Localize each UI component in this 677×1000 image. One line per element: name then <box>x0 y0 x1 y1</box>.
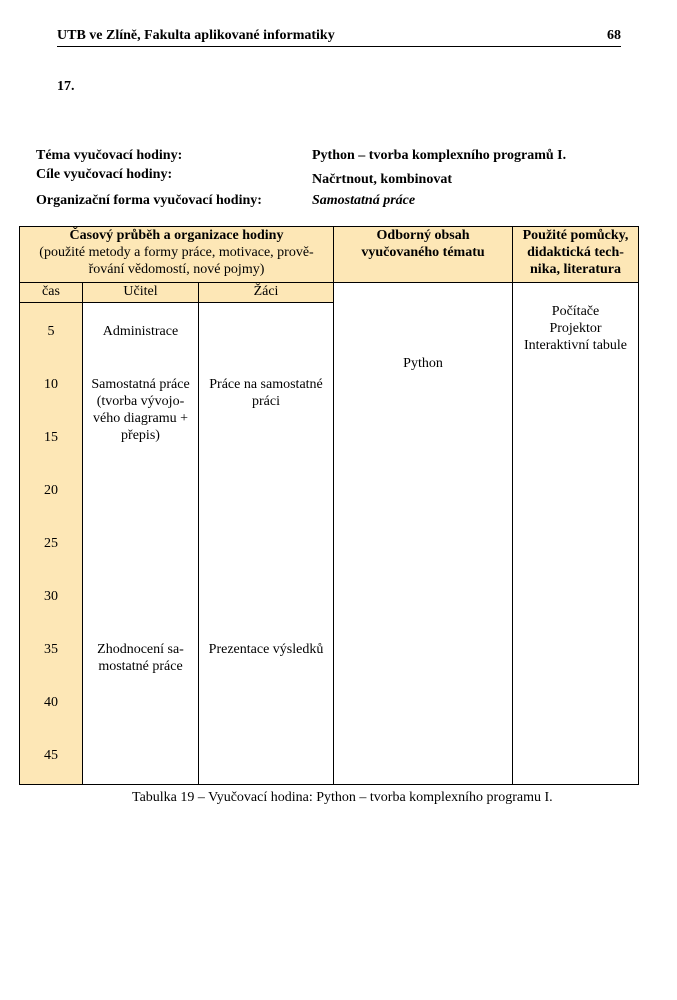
chapter-number: 17. <box>57 79 75 94</box>
time-35: 35 <box>44 642 58 657</box>
aids-header <box>513 227 639 283</box>
content-cell <box>334 283 513 785</box>
content-python: Python <box>403 356 443 371</box>
aids-cell <box>513 283 639 785</box>
time-25: 25 <box>44 536 58 551</box>
teacher-cell <box>83 303 199 785</box>
aids-header-line-2: didaktická tech- <box>527 245 624 260</box>
teacher-evaluation <box>83 641 198 675</box>
form-label: Organizační forma vyučovací hodiny: <box>36 193 262 208</box>
time-10: 10 <box>44 377 58 392</box>
teacher-column-header: Učitel <box>83 283 199 303</box>
time-20: 20 <box>44 483 58 498</box>
aids-header-line-3: nika, literatura <box>530 262 622 277</box>
content-header-line-2: vyučovaného tématu <box>361 245 485 260</box>
time-organization-subtitle-2: řování vědomostí, nové pojmy) <box>88 262 265 277</box>
students-independent-work-line: práci <box>252 394 280 409</box>
time-45: 45 <box>44 748 58 763</box>
page-number: 68 <box>607 28 621 43</box>
time-organization-header <box>20 227 334 283</box>
teacher-independent-work-line: přepis) <box>121 428 160 443</box>
time-15: 15 <box>44 430 58 445</box>
header-title: UTB ve Zlíně, Fakulta aplikované informatiky <box>57 28 335 43</box>
time-40: 40 <box>44 695 58 710</box>
aid-item: Projektor <box>549 321 602 336</box>
students-presentation: Prezentace výsledků <box>208 642 324 657</box>
goals-label: Cíle vyučovací hodiny: <box>36 167 173 182</box>
teacher-independent-work <box>83 376 198 444</box>
time-column-header: čas <box>20 283 83 303</box>
teacher-evaluation-line: mostatné práce <box>98 659 183 674</box>
content-header-line-1: Odborný obsah <box>376 228 470 243</box>
aids-header-line-1: Použité pomůcky, <box>522 228 629 243</box>
aid-item: Interaktivní tabule <box>524 338 628 353</box>
topic-value: Python – tvorba komplexního programů I. <box>312 148 567 163</box>
time-organization-subtitle-1: (použité metody a formy práce, motivace, prově- <box>39 245 314 260</box>
students-independent-work-line: Práce na samostatné <box>209 377 323 392</box>
table-caption: Tabulka 19 – Vyučovací hodina: Python – tvorba komplexního programu I. <box>132 790 553 805</box>
teacher-independent-work-line: (tvorba vývojo- <box>96 394 185 409</box>
teacher-evaluation-line: Zhodnocení sa- <box>97 642 184 657</box>
form-value: Samostatná práce <box>312 193 416 208</box>
teacher-independent-work-line: Samostatná práce <box>91 377 190 392</box>
topic-label: Téma vyučovací hodiny: <box>36 148 183 163</box>
goals-value: Načrtnout, kombinovat <box>312 172 453 187</box>
time-5: 5 <box>47 324 55 339</box>
time-cell <box>20 303 83 785</box>
teacher-independent-work-line: vého diagramu + <box>93 411 188 426</box>
time-30: 30 <box>44 589 58 604</box>
aids-list <box>513 303 638 354</box>
students-cell <box>199 303 334 785</box>
students-column-header: Žáci <box>199 283 334 303</box>
teacher-administration: Administrace <box>102 324 179 339</box>
page-header <box>57 28 621 47</box>
aid-item: Počítače <box>551 304 600 319</box>
content-header <box>334 227 513 283</box>
lesson-plan-table <box>19 226 639 785</box>
students-independent-work <box>199 376 333 410</box>
time-organization-title: Časový průběh a organizace hodiny <box>69 228 284 243</box>
